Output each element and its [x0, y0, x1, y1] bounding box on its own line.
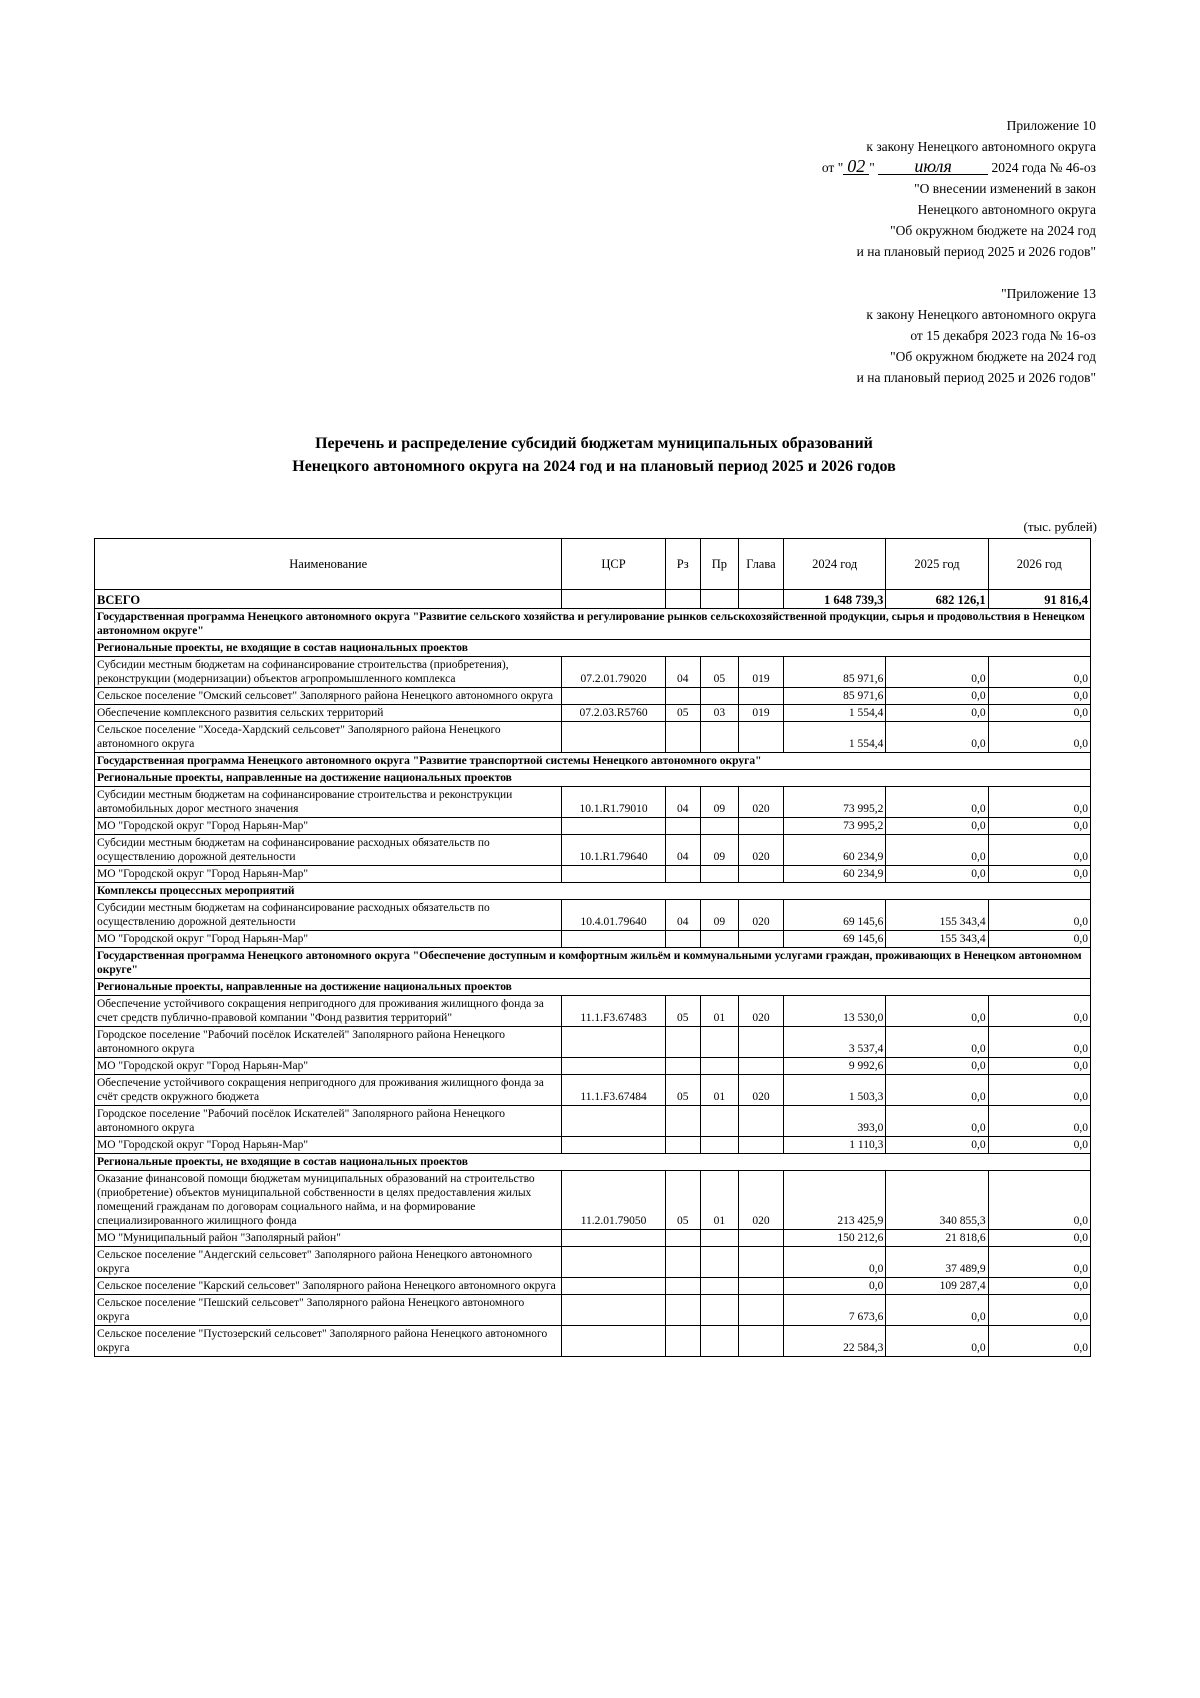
glava-code: [738, 1278, 783, 1295]
pr-code: [700, 931, 738, 948]
section-header-row: [95, 640, 1091, 657]
law-reference: к закону Ненецкого автономного округа: [866, 139, 1096, 154]
amount-2026: 0,0: [988, 818, 1090, 835]
section-title: Региональные проекты, направленные на достижение национальных проектов: [95, 979, 1091, 996]
law-name-line: Ненецкого автономного округа: [917, 202, 1096, 217]
pr-code: [700, 1247, 738, 1278]
glava-code: 020: [738, 900, 783, 931]
amount-2024: 69 145,6: [784, 900, 886, 931]
original-appendix-header: [857, 283, 1096, 388]
units-label: (тыс. рублей): [1023, 519, 1097, 534]
amount-2025: 109 287,4: [886, 1278, 988, 1295]
amount-2024: 9 992,6: [784, 1058, 886, 1075]
pr-code: [700, 1106, 738, 1137]
section-header-row: [95, 753, 1091, 770]
amount-2025: 0,0: [886, 1326, 988, 1357]
rz-code: 05: [665, 1171, 700, 1230]
rz-code: [665, 818, 700, 835]
amount-2026: 0,0: [988, 931, 1090, 948]
rz-code: 05: [665, 996, 700, 1027]
glava-code: [738, 866, 783, 883]
section-title: Государственная программа Ненецкого автономного округа "Обеспечение доступным и комфортным жильём и коммунальными услугами граждан, проживающих в Ненецком автономном округе": [95, 948, 1091, 979]
recipient-row: [95, 722, 1091, 753]
csr-code: [562, 1027, 665, 1058]
pr-code: 09: [700, 900, 738, 931]
glava-code: [738, 722, 783, 753]
glava-code: 020: [738, 996, 783, 1027]
rz-code: 05: [665, 1075, 700, 1106]
total-2024: 1 648 739,3: [784, 590, 886, 609]
recipient-name: Сельское поселение "Карский сельсовет" Заполярного района Ненецкого автономного округа: [95, 1278, 562, 1295]
law-date-line: от " 02 " июля 2024 года № 46-оз: [821, 156, 1096, 176]
glava-code: [738, 1106, 783, 1137]
law-name-line: и на плановый период 2025 и 2026 годов": [856, 370, 1096, 385]
csr-code: 11.2.01.79050: [562, 1171, 665, 1230]
csr-code: [562, 1278, 665, 1295]
amount-2026: 0,0: [988, 996, 1090, 1027]
amount-2024: 1 110,3: [784, 1137, 886, 1154]
col-header-name: Наименование: [95, 539, 562, 590]
csr-code: [562, 1230, 665, 1247]
amount-2024: 60 234,9: [784, 866, 886, 883]
glava-code: [738, 1027, 783, 1058]
amount-2026: 0,0: [988, 705, 1090, 722]
csr-code: [562, 931, 665, 948]
subsidy-row: [95, 1075, 1091, 1106]
recipient-row: [95, 931, 1091, 948]
amount-2024: 73 995,2: [784, 787, 886, 818]
glava-code: [738, 818, 783, 835]
amount-2025: 0,0: [886, 818, 988, 835]
amount-2024: 85 971,6: [784, 688, 886, 705]
recipient-name: МО "Городской округ "Город Нарьян-Мар": [95, 931, 562, 948]
amount-2026: 0,0: [988, 1027, 1090, 1058]
amount-2024: 1 554,4: [784, 722, 886, 753]
table-header-row: [95, 539, 1091, 590]
rz-code: [665, 1278, 700, 1295]
rz-code: [665, 722, 700, 753]
recipient-row: [95, 1295, 1091, 1326]
subsidy-name: Субсидии местным бюджетам на софинансирование строительства и реконструкции автомобильных дорог местного значения: [95, 787, 562, 818]
amount-2024: 22 584,3: [784, 1326, 886, 1357]
recipient-row: [95, 1230, 1091, 1247]
amount-2025: 0,0: [886, 1295, 988, 1326]
recipient-row: [95, 1278, 1091, 1295]
glava-code: [738, 1230, 783, 1247]
amount-2026: 0,0: [988, 688, 1090, 705]
rz-code: [665, 688, 700, 705]
pr-code: 05: [700, 657, 738, 688]
law-name-line: "О внесении изменений в закон: [914, 181, 1096, 196]
col-header-pr: Пр: [700, 539, 738, 590]
amount-2024: 7 673,6: [784, 1295, 886, 1326]
law-name-line: "Об окружном бюджете на 2024 год: [890, 223, 1096, 238]
glava-code: [738, 1295, 783, 1326]
rz-code: [665, 1027, 700, 1058]
csr-code: 10.4.01.79640: [562, 900, 665, 931]
subsidy-name: Обеспечение устойчивого сокращения непригодного для проживания жилищного фонда за счет средств публично-правовой компании "Фонд развития территорий": [95, 996, 562, 1027]
subsidy-name: Субсидии местным бюджетам на софинансирование строительства (приобретения), реконструкции (модернизации) объектов агропромышленного комплекса: [95, 657, 562, 688]
rz-code: [665, 1230, 700, 1247]
rz-code: [665, 1326, 700, 1357]
section-header-row: [95, 979, 1091, 996]
csr-code: [562, 1137, 665, 1154]
subsidy-name: Оказание финансовой помощи бюджетам муниципальных образований на строительство (приобретение) объектов муниципальной собственности в целях предоставления жилых помещений гражданам по договорам социального найма, и на формирование специализированного жилищного фонда: [95, 1171, 562, 1230]
subsidy-name: Обеспечение комплексного развития сельских территорий: [95, 705, 562, 722]
recipient-name: Сельское поселение "Андегский сельсовет" Заполярного района Ненецкого автономного округа: [95, 1247, 562, 1278]
rz-code: 04: [665, 787, 700, 818]
csr-code: [562, 688, 665, 705]
section-title: Комплексы процессных мероприятий: [95, 883, 1091, 900]
section-title: Региональные проекты, не входящие в состав национальных проектов: [95, 1154, 1091, 1171]
col-header-csr: ЦСР: [562, 539, 665, 590]
amount-2026: 0,0: [988, 1137, 1090, 1154]
amount-2026: 0,0: [988, 722, 1090, 753]
amount-2025: 0,0: [886, 1106, 988, 1137]
glava-code: [738, 1137, 783, 1154]
recipient-row: [95, 818, 1091, 835]
section-title: Региональные проекты, не входящие в состав национальных проектов: [95, 640, 1091, 657]
rz-code: [665, 1058, 700, 1075]
amount-2024: 73 995,2: [784, 818, 886, 835]
section-header-row: [95, 609, 1091, 640]
pr-code: [700, 1230, 738, 1247]
pr-code: [700, 1137, 738, 1154]
amount-2026: 0,0: [988, 657, 1090, 688]
recipient-name: МО "Городской округ "Город Нарьян-Мар": [95, 1137, 562, 1154]
csr-code: 10.1.R1.79010: [562, 787, 665, 818]
amount-2026: 0,0: [988, 787, 1090, 818]
glava-code: 020: [738, 835, 783, 866]
law-reference: к закону Ненецкого автономного округа: [866, 307, 1096, 322]
amount-2025: 155 343,4: [886, 900, 988, 931]
pr-code: [700, 1326, 738, 1357]
law-name-line: и на плановый период 2025 и 2026 годов": [856, 244, 1096, 259]
subsidy-name: Обеспечение устойчивого сокращения непригодного для проживания жилищного фонда за счёт средств окружного бюджета: [95, 1075, 562, 1106]
recipient-row: [95, 1058, 1091, 1075]
subsidy-name: Субсидии местным бюджетам на софинансирование расходных обязательств по осуществлению дорожной деятельности: [95, 900, 562, 931]
pr-code: [700, 1295, 738, 1326]
rz-code: 04: [665, 900, 700, 931]
recipient-name: МО "Городской округ "Город Нарьян-Мар": [95, 1058, 562, 1075]
recipient-name: Сельское поселение "Пустозерский сельсовет" Заполярного района Ненецкого автономного округа: [95, 1326, 562, 1357]
csr-code: 07.2.03.R5760: [562, 705, 665, 722]
rz-code: [665, 1247, 700, 1278]
pr-code: [700, 722, 738, 753]
amount-2024: 1 503,3: [784, 1075, 886, 1106]
glava-code: 019: [738, 705, 783, 722]
amount-2024: 150 212,6: [784, 1230, 886, 1247]
col-header-2025: 2025 год: [886, 539, 988, 590]
recipient-row: [95, 1247, 1091, 1278]
rz-code: 04: [665, 835, 700, 866]
subsidy-row: [95, 835, 1091, 866]
amount-2026: 0,0: [988, 1075, 1090, 1106]
section-title: Государственная программа Ненецкого автономного округа "Развитие сельского хозяйства и регулирование рынков сельскохозяйственной продукции, сырья и продовольствия в Ненецком автономном округе": [95, 609, 1091, 640]
glava-code: 020: [738, 787, 783, 818]
subsidy-row: [95, 900, 1091, 931]
amount-2024: 393,0: [784, 1106, 886, 1137]
amount-2025: 340 855,3: [886, 1171, 988, 1230]
csr-code: 11.1.F3.67484: [562, 1075, 665, 1106]
recipient-name: Сельское поселение "Пешский сельсовет" Заполярного района Ненецкого автономного округа: [95, 1295, 562, 1326]
subsidy-row: [95, 1171, 1091, 1230]
amount-2026: 0,0: [988, 866, 1090, 883]
glava-code: 020: [738, 1075, 783, 1106]
glava-code: [738, 931, 783, 948]
amount-2024: 85 971,6: [784, 657, 886, 688]
amount-2025: 0,0: [886, 657, 988, 688]
appendix-header: [822, 115, 1096, 262]
subsidy-row: [95, 996, 1091, 1027]
glava-code: [738, 688, 783, 705]
amount-2026: 0,0: [988, 900, 1090, 931]
recipient-row: [95, 688, 1091, 705]
appendix-number: "Приложение 13: [1001, 286, 1096, 301]
glava-code: 020: [738, 1171, 783, 1230]
rz-code: 05: [665, 705, 700, 722]
pr-code: 01: [700, 996, 738, 1027]
csr-code: 11.1.F3.67483: [562, 996, 665, 1027]
csr-code: [562, 866, 665, 883]
subsidy-row: [95, 787, 1091, 818]
total-row: [95, 590, 1091, 609]
pr-code: [700, 1058, 738, 1075]
amount-2026: 0,0: [988, 1247, 1090, 1278]
section-header-row: [95, 770, 1091, 787]
document-title: Перечень и распределение субсидий бюджетам муниципальных образований Ненецкого автономного округа на 2024 год и на плановый период 2025 и 2026 годов: [292, 435, 896, 475]
csr-code: [562, 1106, 665, 1137]
csr-code: [562, 1326, 665, 1357]
amount-2025: 21 818,6: [886, 1230, 988, 1247]
amount-2024: 1 554,4: [784, 705, 886, 722]
pr-code: 03: [700, 705, 738, 722]
amount-2025: 37 489,9: [886, 1247, 988, 1278]
amount-2026: 0,0: [988, 835, 1090, 866]
amount-2025: 0,0: [886, 722, 988, 753]
pr-code: 01: [700, 1171, 738, 1230]
csr-code: [562, 1295, 665, 1326]
amount-2025: 0,0: [886, 688, 988, 705]
subsidy-row: [95, 705, 1091, 722]
pr-code: [700, 818, 738, 835]
recipient-row: [95, 1137, 1091, 1154]
section-title: Региональные проекты, направленные на достижение национальных проектов: [95, 770, 1091, 787]
total-2026: 91 816,4: [988, 590, 1090, 609]
csr-code: [562, 1058, 665, 1075]
csr-code: [562, 818, 665, 835]
recipient-name: Сельское поселение "Хоседа-Хардский сельсовет" Заполярного района Ненецкого автономного округа: [95, 722, 562, 753]
csr-code: 10.1.R1.79640: [562, 835, 665, 866]
pr-code: 09: [700, 787, 738, 818]
amount-2025: 0,0: [886, 866, 988, 883]
glava-code: [738, 1247, 783, 1278]
csr-code: [562, 722, 665, 753]
rz-code: [665, 1137, 700, 1154]
pr-code: [700, 688, 738, 705]
pr-code: [700, 1278, 738, 1295]
amount-2026: 0,0: [988, 1230, 1090, 1247]
amount-2024: 213 425,9: [784, 1171, 886, 1230]
amount-2025: 0,0: [886, 705, 988, 722]
amount-2026: 0,0: [988, 1278, 1090, 1295]
amount-2026: 0,0: [988, 1106, 1090, 1137]
rz-code: [665, 1295, 700, 1326]
recipient-row: [95, 1326, 1091, 1357]
amount-2025: 0,0: [886, 1075, 988, 1106]
handwritten-month: июля: [878, 158, 988, 175]
col-header-2024: 2024 год: [784, 539, 886, 590]
law-date-line: от 15 декабря 2023 года № 16-оз: [910, 328, 1096, 343]
section-header-row: [95, 948, 1091, 979]
pr-code: 09: [700, 835, 738, 866]
recipient-row: [95, 1027, 1091, 1058]
rz-code: 04: [665, 657, 700, 688]
recipient-row: [95, 866, 1091, 883]
amount-2024: 3 537,4: [784, 1027, 886, 1058]
amount-2025: 0,0: [886, 996, 988, 1027]
amount-2025: 0,0: [886, 787, 988, 818]
pr-code: 01: [700, 1075, 738, 1106]
amount-2025: 0,0: [886, 1058, 988, 1075]
amount-2025: 0,0: [886, 1137, 988, 1154]
section-header-row: [95, 1154, 1091, 1171]
amount-2024: 69 145,6: [784, 931, 886, 948]
amount-2024: 60 234,9: [784, 835, 886, 866]
amount-2025: 0,0: [886, 1027, 988, 1058]
subsidy-table: [94, 538, 1091, 1357]
section-header-row: [95, 883, 1091, 900]
col-header-2026: 2026 год: [988, 539, 1090, 590]
pr-code: [700, 1027, 738, 1058]
section-title: Государственная программа Ненецкого автономного округа "Развитие транспортной системы Ненецкого автономного округа": [95, 753, 1091, 770]
appendix-number: Приложение 10: [1006, 118, 1096, 133]
recipient-row: [95, 1106, 1091, 1137]
csr-code: 07.2.01.79020: [562, 657, 665, 688]
glava-code: [738, 1058, 783, 1075]
amount-2026: 0,0: [988, 1058, 1090, 1075]
amount-2026: 0,0: [988, 1326, 1090, 1357]
total-label: ВСЕГО: [95, 590, 562, 609]
pr-code: [700, 866, 738, 883]
col-header-glava: Глава: [738, 539, 783, 590]
handwritten-day: 02: [843, 158, 869, 175]
amount-2026: 0,0: [988, 1295, 1090, 1326]
amount-2025: 0,0: [886, 835, 988, 866]
total-2025: 682 126,1: [886, 590, 988, 609]
recipient-name: МО "Муниципальный район "Заполярный район": [95, 1230, 562, 1247]
subsidy-row: [95, 657, 1091, 688]
glava-code: [738, 1326, 783, 1357]
amount-2026: 0,0: [988, 1171, 1090, 1230]
csr-code: [562, 1247, 665, 1278]
rz-code: [665, 866, 700, 883]
recipient-name: Сельское поселение "Омский сельсовет" Заполярного района Ненецкого автономного округа: [95, 688, 562, 705]
amount-2025: 155 343,4: [886, 931, 988, 948]
recipient-name: МО "Городской округ "Город Нарьян-Мар": [95, 866, 562, 883]
amount-2024: 13 530,0: [784, 996, 886, 1027]
rz-code: [665, 931, 700, 948]
rz-code: [665, 1106, 700, 1137]
law-name-line: "Об окружном бюджете на 2024 год: [890, 349, 1096, 364]
glava-code: 019: [738, 657, 783, 688]
amount-2024: 0,0: [784, 1247, 886, 1278]
recipient-name: Городское поселение "Рабочий посёлок Искателей" Заполярного района Ненецкого автономного округа: [95, 1106, 562, 1137]
recipient-name: МО "Городской округ "Город Нарьян-Мар": [95, 818, 562, 835]
recipient-name: Городское поселение "Рабочий посёлок Искателей" Заполярного района Ненецкого автономного округа: [95, 1027, 562, 1058]
subsidy-name: Субсидии местным бюджетам на софинансирование расходных обязательств по осуществлению дорожной деятельности: [95, 835, 562, 866]
col-header-rz: Рз: [665, 539, 700, 590]
amount-2024: 0,0: [784, 1278, 886, 1295]
